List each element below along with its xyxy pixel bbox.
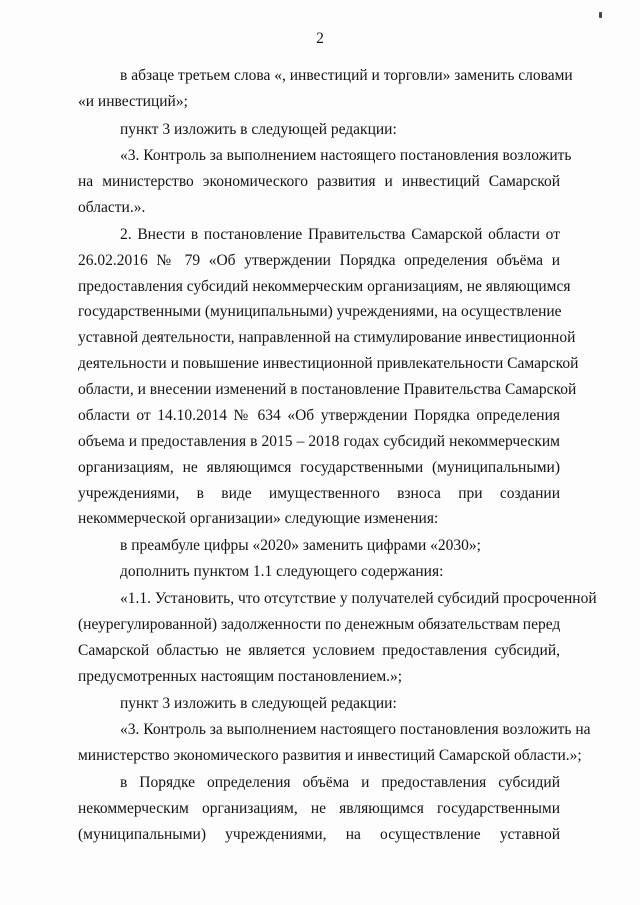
text-line: 2. Внести в постановление Правительства Самарской области от xyxy=(120,226,560,243)
text-line: деятельности и повышение инвестиционной привлекательности Самарской xyxy=(78,355,579,372)
text-line: некоммерческим организациям, не являющимся государственными xyxy=(78,800,560,817)
text-line: Самарской областью не является условием предоставления субсидий, xyxy=(78,642,560,659)
text-line: пункт 3 изложить в следующей редакции: xyxy=(120,695,397,712)
scan-speck xyxy=(599,12,602,18)
text-line: дополнить пунктом 1.1 следующего содержания: xyxy=(120,563,444,580)
text-line: в преамбуле цифры «2020» заменить цифрами «2030»; xyxy=(120,537,481,554)
text-line: предусмотренных настоящим постановлением.»; xyxy=(78,668,403,685)
text-line: «3. Контроль за выполнением настоящего постановления возложить на xyxy=(120,721,591,738)
text-line: на министерство экономического развития и инвестиций Самарской xyxy=(78,173,560,190)
text-line: 26.02.2016 № 79 «Об утверждении Порядка определения объёма и xyxy=(78,252,560,269)
text-line: (неурегулированной) задолженности по денежным обязательствам перед xyxy=(78,616,561,633)
text-line: (муниципальными) учреждениями, на осуществление уставной xyxy=(78,826,560,843)
text-line: области от 14.10.2014 № 634 «Об утверждении Порядка определения xyxy=(78,407,560,424)
text-line: министерство экономического развития и инвестиций Самарской области.»; xyxy=(78,747,582,764)
text-line: «1.1. Установить, что отсутствие у получателей субсидий просроченной xyxy=(120,590,597,607)
text-line: уставной деятельности, направленной на стимулирование инвестиционной xyxy=(78,329,576,346)
text-line: пункт 3 изложить в следующей редакции: xyxy=(120,121,397,138)
text-line: организациям, не являющимся государственными (муниципальными) xyxy=(78,459,560,476)
text-line: «3. Контроль за выполнением настоящего постановления возложить xyxy=(120,147,572,164)
text-line: в Порядке определения объёма и предоставления субсидий xyxy=(120,774,560,791)
text-line: «и инвестиций»; xyxy=(78,93,188,110)
text-line: предоставления субсидий некоммерческим организациям, не являющимся xyxy=(78,278,571,295)
page-number: 2 xyxy=(316,30,324,47)
text-line: государственными (муниципальными) учреждениями, на осуществление xyxy=(78,303,562,320)
text-line: области.». xyxy=(78,199,146,216)
text-line: в абзаце третьем слова «, инвестиций и торговли» заменить словами xyxy=(120,67,573,84)
text-line: учреждениями, в виде имущественного взноса при создании xyxy=(78,485,560,502)
text-line: объема и предоставления в 2015 – 2018 годах субсидий некоммерческим xyxy=(78,433,560,450)
text-line: области, и внесении изменений в постановление Правительства Самарской xyxy=(78,381,577,398)
text-line: некоммерческой организации» следующие изменения: xyxy=(78,510,439,527)
